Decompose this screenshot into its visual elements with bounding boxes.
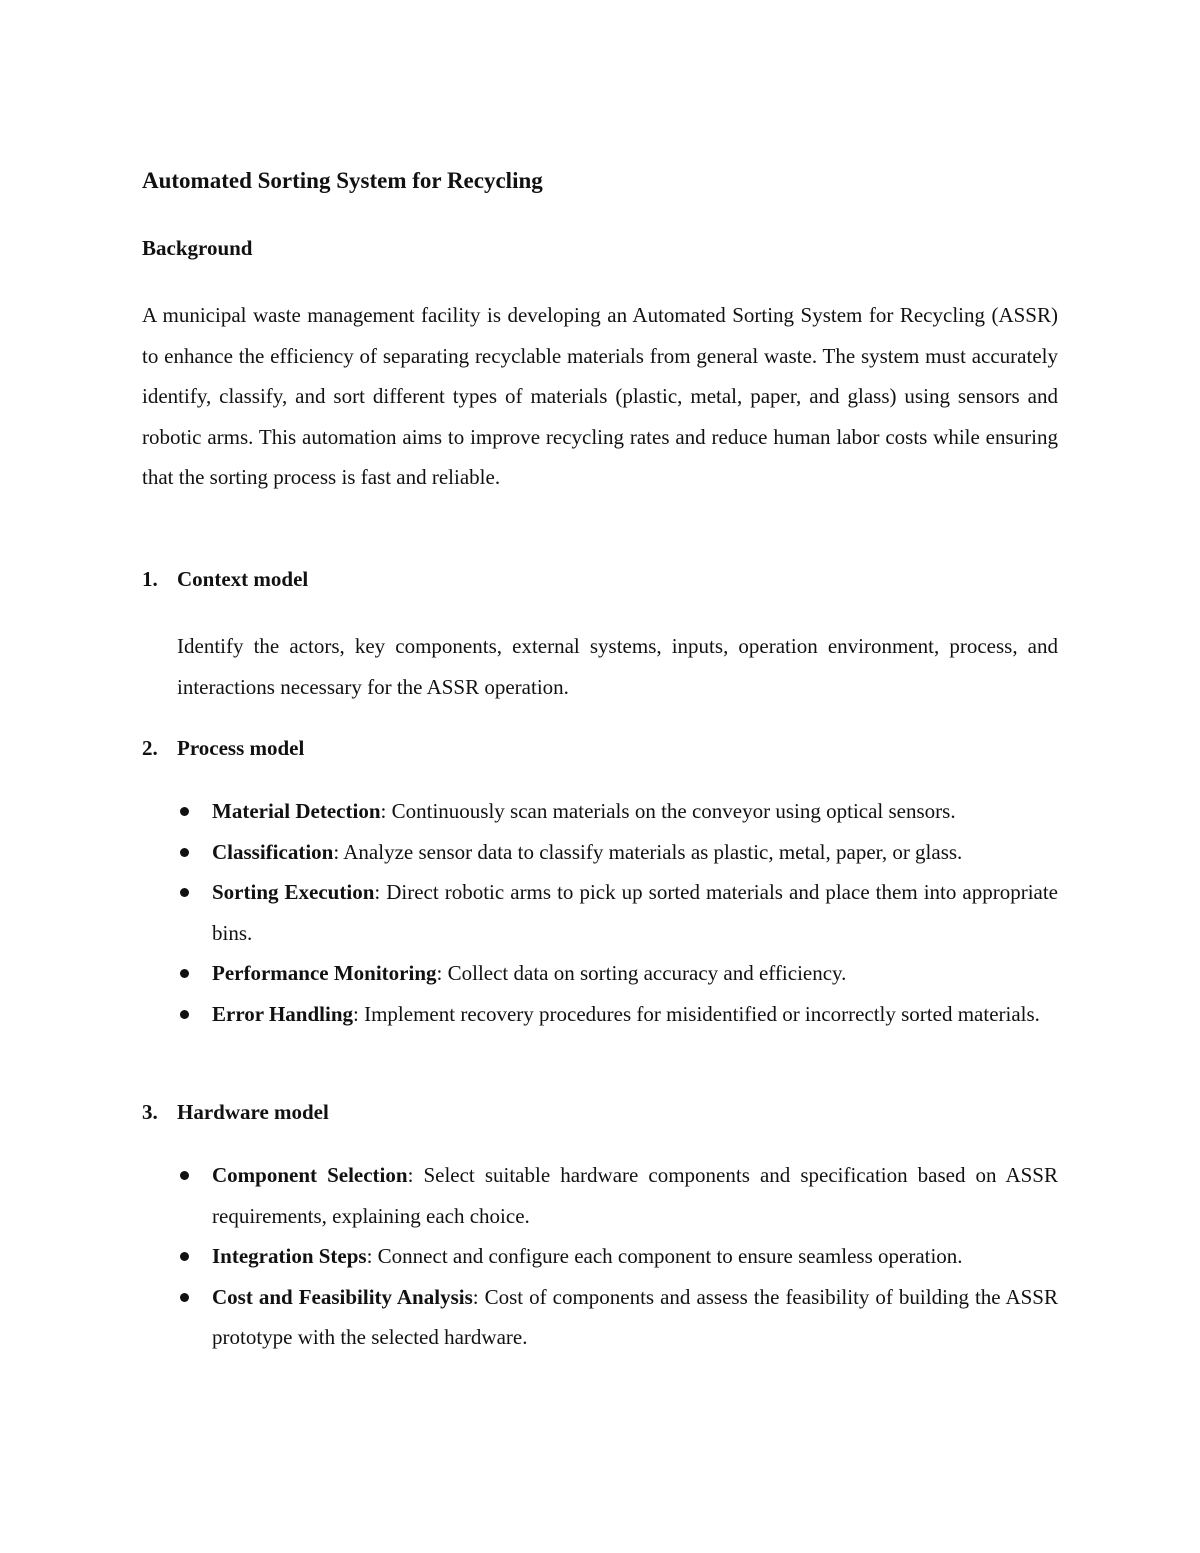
document-title: Automated Sorting System for Recycling	[142, 168, 543, 193]
list-item-term: Cost and Feasibility Analysis	[212, 1284, 473, 1309]
section-title: Hardware model	[177, 1100, 329, 1124]
list-item-description: : Connect and configure each component to ensure seamless operation.	[366, 1244, 963, 1269]
bullet-icon	[180, 1252, 189, 1261]
section-heading-process-model	[142, 736, 304, 761]
list-item-description: : Direct robotic arms to pick up sorted materials and place them into appropriate bins.	[212, 880, 1059, 945]
list-item	[142, 1236, 1058, 1277]
list-item-description: : Cost of components and assess the feasibility of building the ASSR prototype with the selected hardware.	[212, 1284, 1058, 1350]
section-number: 2.	[142, 736, 158, 760]
context-model-paragraph: Identify the actors, key components, external systems, inputs, operation environment, process, and interactions necessary for the ASSR operation.	[177, 634, 1058, 699]
document-page	[142, 0, 1058, 1553]
bullet-icon	[180, 807, 189, 816]
section-heading-context-model	[142, 567, 308, 592]
bullet-icon	[180, 969, 189, 978]
list-item	[142, 791, 1058, 832]
list-item	[142, 1277, 1058, 1358]
bullet-icon	[180, 888, 189, 897]
list-item-term: Classification	[212, 839, 334, 864]
process-model-list	[142, 791, 1058, 1035]
section-number: 3.	[142, 1100, 158, 1124]
list-item-description: : Select suitable hardware components and specification based on ASSR requirements, explaining each choice.	[212, 1163, 1058, 1228]
section-title: Process model	[177, 736, 305, 760]
background-heading: Background	[142, 236, 253, 260]
list-item-term: Sorting Execution	[212, 880, 375, 905]
list-item-term: Component Selection	[212, 1163, 408, 1187]
background-paragraph: A municipal waste management facility is developing an Automated Sorting System for Recycling (ASSR) to enhance the efficiency of separating recyclable materials from general waste. The system must accurately identify, classify, and sort different types of materials (plastic, metal, paper, and glass) using sensors and robotic arms. This automation aims to improve recycling rates and reduce human labor costs while ensuring that the sorting process is fast and reliable.	[142, 303, 1058, 490]
bullet-icon	[180, 848, 189, 857]
bullet-icon	[180, 1010, 189, 1019]
list-item-description: : Collect data on sorting accuracy and efficiency.	[436, 961, 847, 986]
section-heading-hardware-model	[142, 1100, 329, 1125]
hardware-model-list	[142, 1155, 1058, 1358]
list-item	[142, 832, 1058, 873]
list-item-description: : Implement recovery procedures for misidentified or incorrectly sorted materials.	[353, 1001, 1040, 1026]
list-item	[142, 1155, 1058, 1236]
list-item-term: Integration Steps	[212, 1244, 367, 1269]
list-item-term: Material Detection	[212, 799, 381, 823]
bullet-icon	[180, 1293, 189, 1302]
list-item-description: : Continuously scan materials on the conveyor using optical sensors.	[380, 799, 956, 823]
list-item	[142, 872, 1058, 953]
list-item-term: Error Handling	[212, 1001, 354, 1026]
section-number: 1.	[142, 567, 158, 591]
list-item	[142, 953, 1058, 994]
list-item-term: Performance Monitoring	[212, 961, 437, 986]
section-title: Context model	[177, 567, 309, 591]
list-item-description: : Analyze sensor data to classify materials as plastic, metal, paper, or glass.	[333, 839, 963, 864]
list-item	[142, 994, 1058, 1035]
bullet-icon	[180, 1171, 189, 1180]
